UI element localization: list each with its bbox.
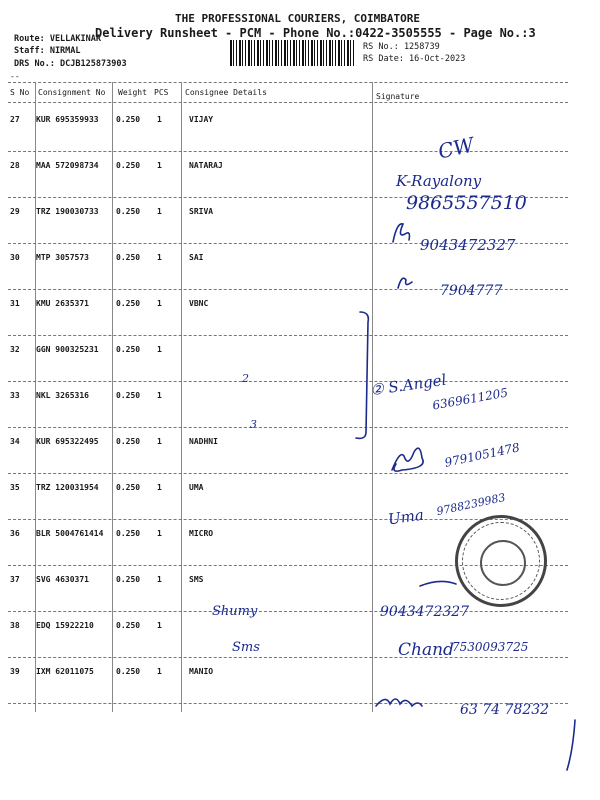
row-consignment-no: NKL 3265316 [36,391,89,400]
row-pcs: 1 [157,345,162,354]
staff-label: Staff: NIRMAL [14,46,81,56]
row-sno: 33 [10,391,20,400]
row-pcs: 1 [157,253,162,262]
row-weight: 0.250 [116,437,141,446]
row-consignee: MANIO [189,667,214,676]
company-stamp [455,515,547,607]
handwriting-phone: 9865557510 [406,192,527,214]
row-sno: 28 [10,161,20,170]
row-pcs: 1 [157,161,162,170]
row-sno: 31 [10,299,20,308]
row-consignment-no: KMU 2635371 [36,299,89,308]
row-pcs: 1 [157,667,162,676]
row-consignee: SAI [189,253,204,262]
row-consignment-no: KUR 695359933 [36,115,99,124]
col-header-signature: Signature [376,92,420,101]
row-consignment-no: KUR 695322495 [36,437,99,446]
row-weight: 0.250 [116,253,141,262]
row-weight: 0.250 [116,621,141,630]
row-pcs: 1 [157,115,162,124]
handwriting-name: ② S.Angel [369,370,448,400]
drs-number: DRS No.: DCJB125873903 [14,59,127,69]
handwriting-phone: 9791051478 [443,440,521,470]
signature-stroke [376,699,422,706]
handwriting-name: K-Rayalony [396,172,482,190]
handwriting-mark: 2 [242,372,249,385]
handwriting-phone: 7530093725 [452,640,529,654]
bracket-stroke [356,312,368,438]
col-header-sno: S No [10,88,30,97]
handwriting-phone: 9043472327 [420,236,516,254]
row-consignment-no: MAA 572098734 [36,161,99,170]
row-consignee: MICRO [189,529,214,538]
row-pcs: 1 [157,207,162,216]
row-weight: 0.250 [116,391,141,400]
signature-stroke [398,278,412,288]
row-consignment-no: SVG 4630371 [36,575,89,584]
row-pcs: 1 [157,483,162,492]
row-weight: 0.250 [116,575,141,584]
row-weight: 0.250 [116,529,141,538]
row-sno: 37 [10,575,20,584]
row-weight: 0.250 [116,115,141,124]
col-header-weight: Weight [118,88,147,97]
handwriting-phone: 9788239983 [435,490,507,519]
handwriting-phone: 7904777 [440,283,503,299]
handwriting-mark: 3 [250,418,257,431]
row-consignment-no: GGN 900325231 [36,345,99,354]
handwriting-phone: 6369611205 [431,385,509,413]
row-sno: 27 [10,115,20,124]
row-pcs: 1 [157,391,162,400]
row-sno: 32 [10,345,20,354]
row-sno: 38 [10,621,20,630]
handwriting-phone: 63 74 78232 [460,702,550,718]
row-weight: 0.250 [116,483,141,492]
handwriting-name: Uma [386,505,425,529]
row-weight: 0.250 [116,299,141,308]
row-weight: 0.250 [116,161,141,170]
signature-stroke [420,581,456,586]
row-sno: 30 [10,253,20,262]
row-sno: 34 [10,437,20,446]
route-label: Route: VELLAKINAR [14,34,101,44]
row-consignee: UMA [189,483,204,492]
row-consignee: SRIVA [189,207,214,216]
row-consignment-no: MTP 3057573 [36,253,89,262]
rs-date: RS Date: 16-Oct-2023 [363,54,466,64]
col-header-consignee: Consignee Details [185,88,267,97]
signature-stroke [392,448,423,471]
signature-stroke [567,720,575,770]
handwriting-phone: 9043472327 [380,604,470,620]
row-consignee: NADHNI [189,437,218,446]
handwriting-mark: CW [435,132,476,164]
row-consignment-no: BLR 5004761414 [36,529,104,538]
row-weight: 0.250 [116,345,141,354]
row-consignee: VIJAY [189,115,214,124]
row-pcs: 1 [157,575,162,584]
company-name: THE PROFESSIONAL COURIERS, COIMBATORE [175,12,421,25]
separator-dashes: -- [10,72,20,81]
rs-number: RS No.: 1258739 [363,42,440,52]
row-weight: 0.250 [116,667,141,676]
row-sno: 29 [10,207,20,216]
runsheet-title: Delivery Runsheet - PCM - Phone No.:0422-3505555 - Page No.:3 [95,26,536,40]
row-consignee: SMS [189,575,204,584]
row-consignment-no: IXM 62011075 [36,667,94,676]
row-consignee: VBNC [189,299,209,308]
col-header-pcs: PCS [154,88,169,97]
row-weight: 0.250 [116,207,141,216]
row-pcs: 1 [157,621,162,630]
row-consignment-no: TRZ 120031954 [36,483,99,492]
row-sno: 39 [10,667,20,676]
handwriting-name: Sms [232,640,260,655]
row-consignment-no: TRZ 190030733 [36,207,99,216]
col-header-consignment: Consignment No [38,88,106,97]
row-sno: 36 [10,529,20,538]
row-consignee: NATARAJ [189,161,223,170]
row-pcs: 1 [157,529,162,538]
handwriting-name: Shumy [212,604,258,619]
handwriting-name: Chand [398,640,454,660]
row-pcs: 1 [157,299,162,308]
row-consignment-no: EDQ 15922210 [36,621,94,630]
row-pcs: 1 [157,437,162,446]
signature-stroke [393,224,410,242]
row-sno: 35 [10,483,20,492]
